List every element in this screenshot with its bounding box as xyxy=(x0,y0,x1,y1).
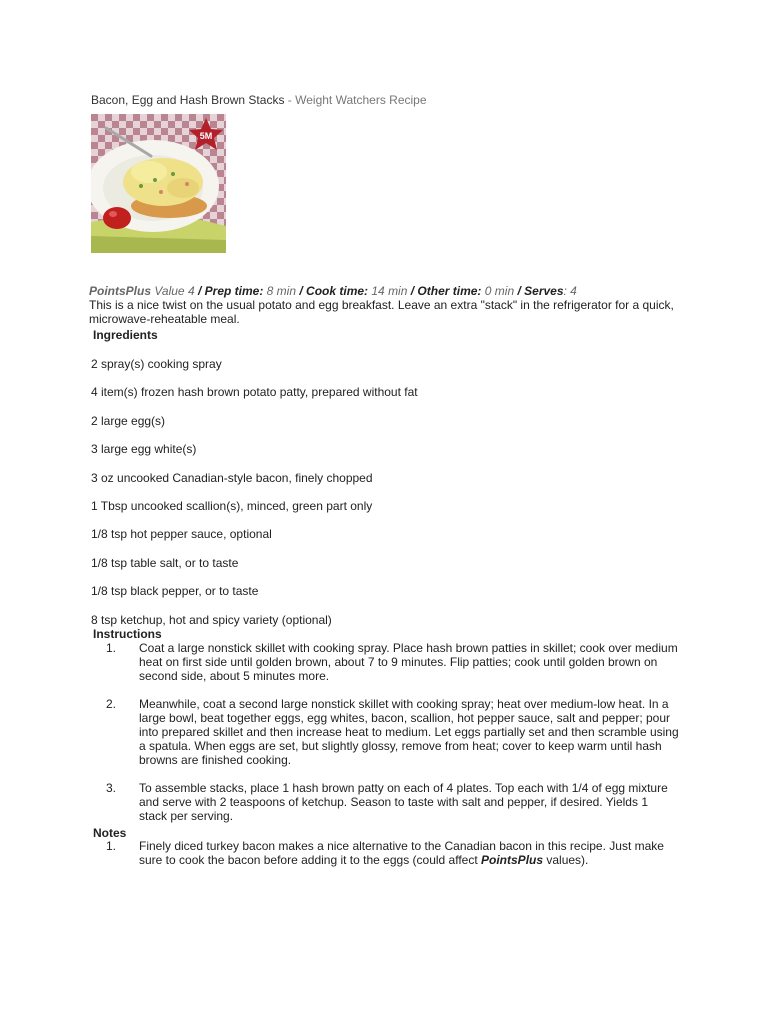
ingredients-heading: Ingredients xyxy=(93,328,158,342)
instruction-step xyxy=(93,781,679,823)
recipe-title-line xyxy=(91,93,427,107)
note-number: 1. xyxy=(106,839,117,853)
note-text-before: Finely diced turkey bacon makes a nice alternative to the Canadian bacon in this recipe. Just make sure to cook the bacon before adding it to the eggs (could affect xyxy=(139,839,664,867)
title-separator: - xyxy=(284,93,296,107)
ingredients-list xyxy=(91,357,418,641)
ingredient-item: 2 spray(s) cooking spray xyxy=(91,357,222,371)
serves-label: Serves xyxy=(524,284,564,298)
recipe-photo xyxy=(91,114,226,253)
star-badge-text: 5M xyxy=(199,131,213,141)
site-name: Weight Watchers Recipe xyxy=(295,93,427,107)
other-value: 0 min xyxy=(481,284,515,298)
recipe-meta-line xyxy=(89,284,577,298)
meta-sep: / xyxy=(194,284,205,298)
step-number: 3. xyxy=(106,781,117,795)
note-text-after: values). xyxy=(543,853,589,867)
points-label: PointsPlus xyxy=(89,284,152,298)
recipe-title: Bacon, Egg and Hash Brown Stacks xyxy=(91,93,285,107)
note-item xyxy=(93,839,679,867)
notes-list xyxy=(93,839,679,867)
meta-sep: / xyxy=(514,284,525,298)
ingredient-item: 8 tsp ketchup, hot and spicy variety (optional) xyxy=(91,612,332,627)
prep-label: Prep time: xyxy=(204,284,264,298)
instruction-step xyxy=(93,697,679,767)
ingredient-item: 1 Tbsp uncooked scallion(s), minced, green part only xyxy=(91,498,373,513)
instructions-heading: Instructions xyxy=(93,627,162,641)
other-label: Other time: xyxy=(417,284,482,298)
instruction-step xyxy=(93,641,679,683)
serves-value: : 4 xyxy=(563,284,577,298)
step-text: To assemble stacks, place 1 hash brown patty on each of 4 plates. Top each with 1/4 of egg mixture and serve with 2 teaspoons of ketchup. Season to taste with salt and pepper, if desired. Yields 1 stack per serving. xyxy=(139,781,668,823)
ingredient-item: 3 large egg white(s) xyxy=(91,442,197,457)
recipe-intro: This is a nice twist on the usual potato and egg breakfast. Leave an extra "stack" in the refrigerator for a quick, microwave-reheatable meal. xyxy=(89,298,674,326)
ingredient-item: 2 large egg(s) xyxy=(91,413,166,428)
ingredient-item: 1/8 tsp black pepper, or to taste xyxy=(91,584,259,599)
prep-value: 8 min xyxy=(263,284,297,298)
step-number: 1. xyxy=(106,641,117,655)
step-text: Coat a large nonstick skillet with cooking spray. Place hash brown patties in skillet; cook over medium heat on first side until golden brown, about 7 to 9 minutes. Flip patties; cook until golden brown on second side, about 5 minutes more. xyxy=(139,641,678,683)
cook-value: 14 min xyxy=(368,284,408,298)
ingredient-item: 4 item(s) frozen hash brown potato patty, prepared without fat xyxy=(91,385,418,400)
ingredient-item: 1/8 tsp hot pepper sauce, optional xyxy=(91,527,272,542)
step-number: 2. xyxy=(106,697,117,711)
ketchup xyxy=(103,207,131,229)
ingredient-item: 3 oz uncooked Canadian-style bacon, finely chopped xyxy=(91,470,373,485)
cook-label: Cook time: xyxy=(306,284,369,298)
instructions-list xyxy=(93,641,679,837)
points-value: Value 4 xyxy=(154,284,195,298)
meta-sep: / xyxy=(407,284,418,298)
note-points-emphasis: PointsPlus xyxy=(481,853,544,867)
step-text: Meanwhile, coat a second large nonstick skillet with cooking spray; heat over medium-low heat. In a large bowl, beat together eggs, egg whites, bacon, scallion, hot pepper sauce, salt and pepper; pour into prepared skillet and then increase heat to medium. Let eggs partially set and then scramble using a spatula. When eggs are set, but slightly glossy, remove from heat; cover to keep warm until hash browns are finished cooking. xyxy=(139,697,679,767)
notes-heading: Notes xyxy=(93,826,127,840)
recipe-photo-illustration xyxy=(91,114,226,253)
meta-sep: / xyxy=(296,284,307,298)
ingredient-item: 1/8 tsp table salt, or to taste xyxy=(91,555,239,570)
